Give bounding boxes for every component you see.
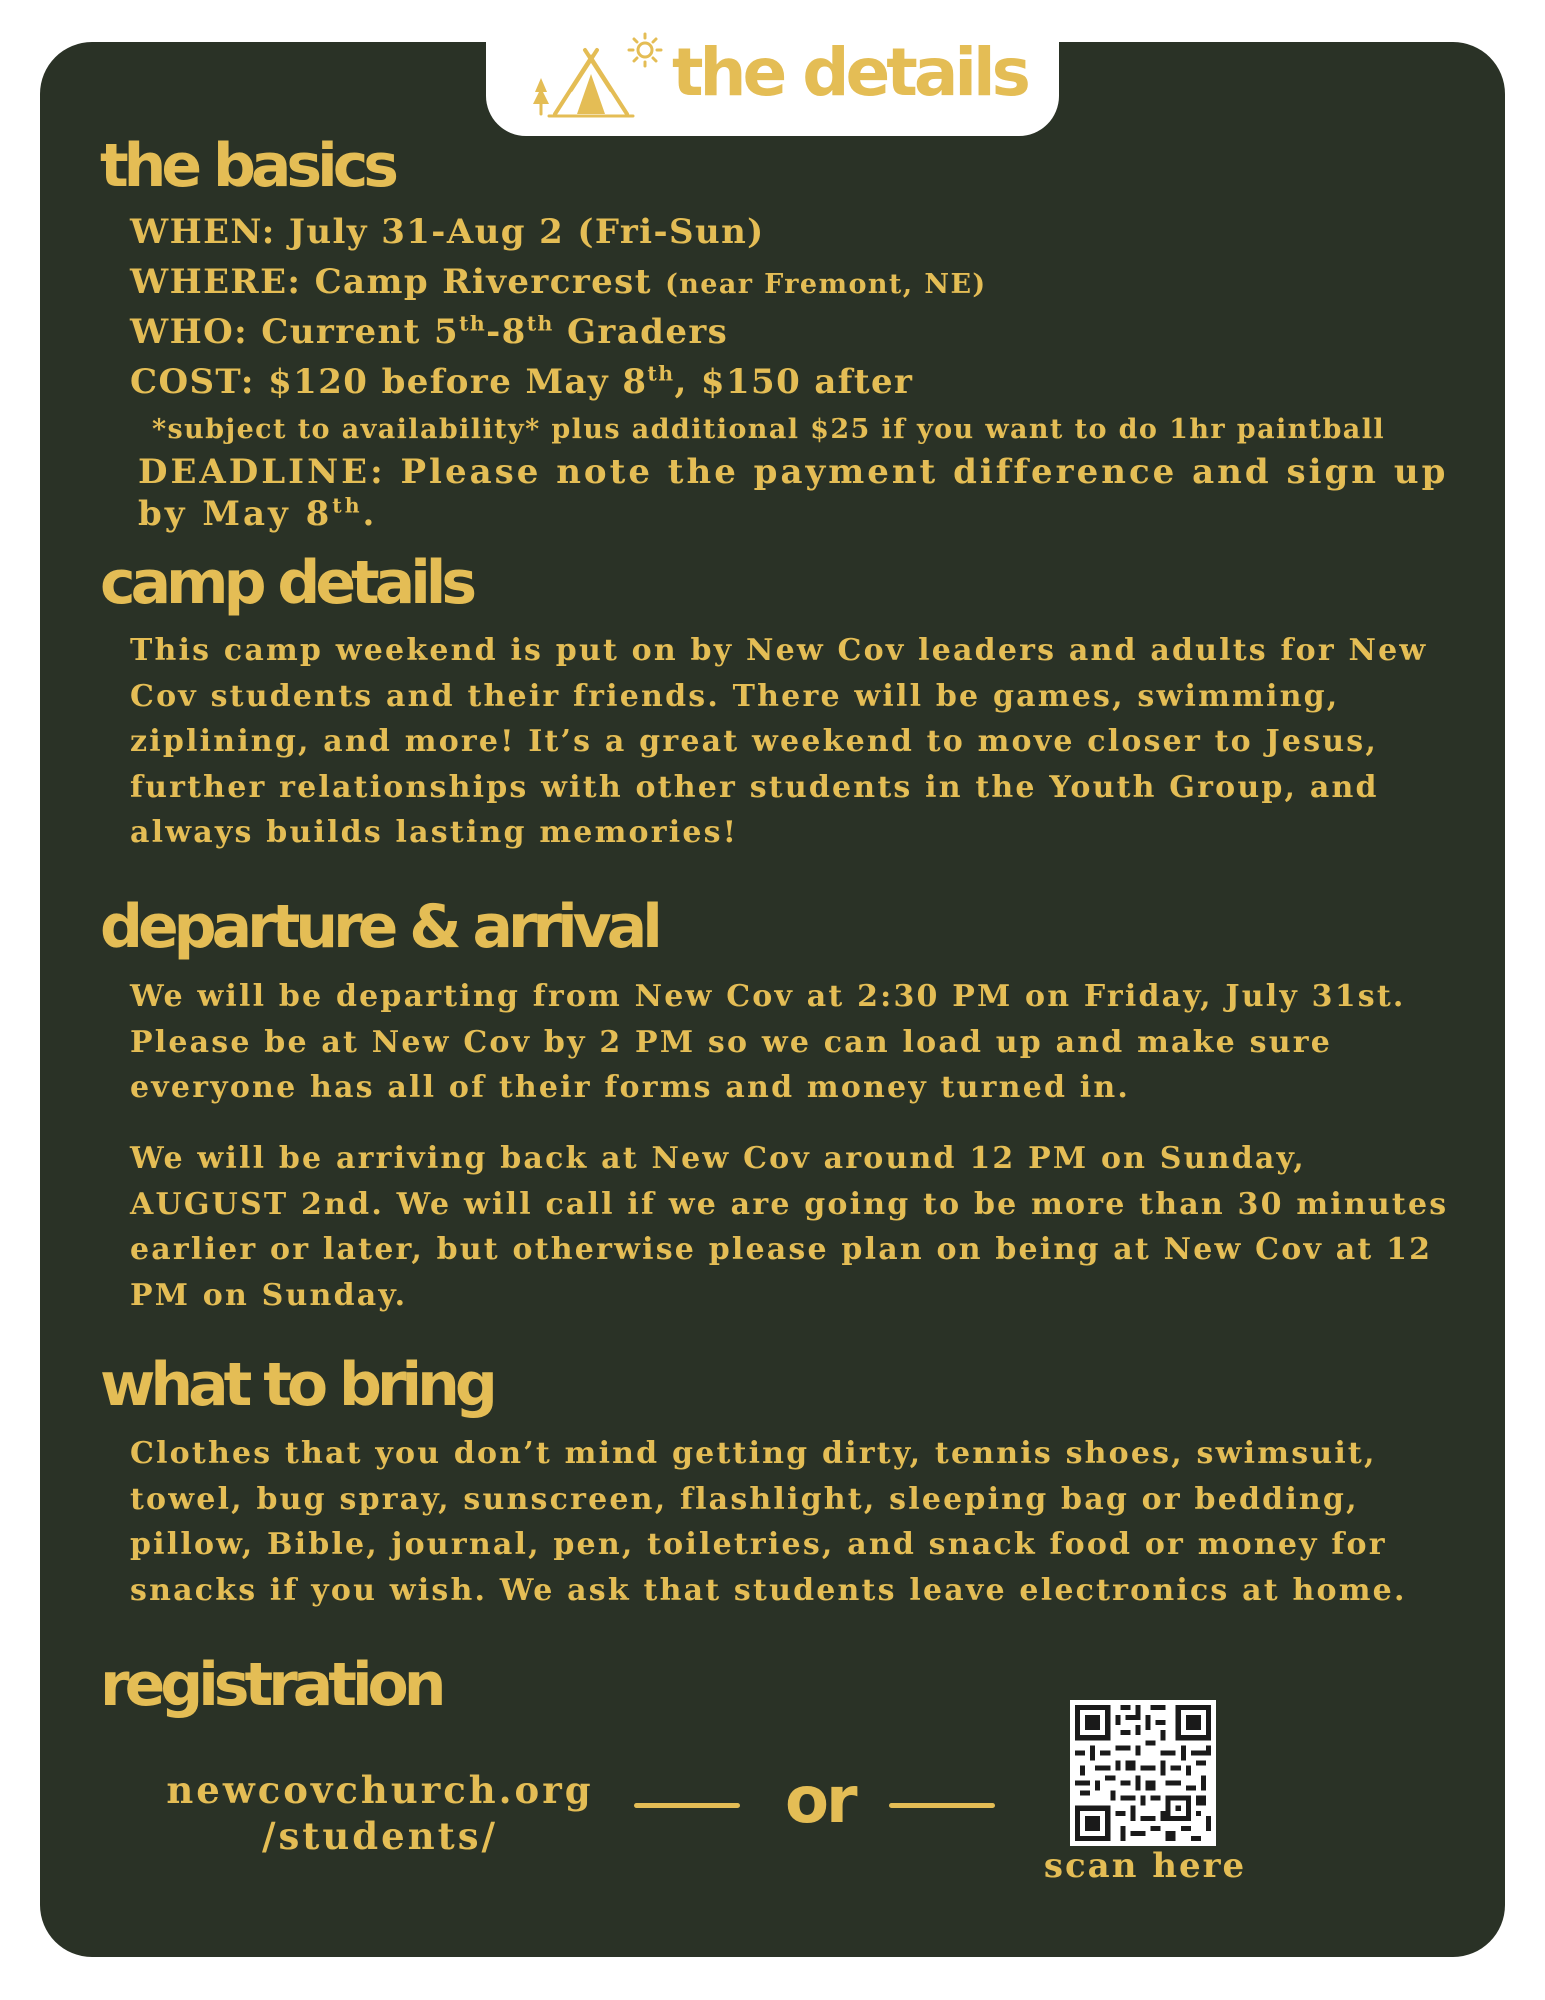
page-title: the details <box>672 34 1027 111</box>
deadline-line-2 <box>138 494 377 534</box>
arrival-text: We will be arriving back at New Cov around 12 PM on Sunday, AUGUST 2nd. We will call if we are going to be more than 30 minutes earlier or later, but otherwise please plan on being at New Cov at 12 PM on Sunday. <box>130 1141 1449 1313</box>
where-text: WHERE: Camp Rivercrest <box>130 262 652 302</box>
cost-line <box>130 362 913 402</box>
qr-code-icon[interactable] <box>1070 1700 1216 1846</box>
when-line: WHEN: July 31-Aug 2 (Fri-Sun) <box>130 212 765 252</box>
heading-departure-arrival: departure & arrival <box>100 892 658 962</box>
camp-details-text: This camp weekend is put on by New Cov leaders and adults for New Cov students and their friends. There will be games, swimming, ziplining, and more! It’s a great weekend to move closer to Jesus, further relationships with other students in the Youth Group, and always builds lasting memories! <box>130 633 1428 850</box>
who-sup2: th <box>526 311 554 336</box>
deadline-sup: th <box>332 493 363 518</box>
where-note: (near Fremont, NE) <box>665 269 987 300</box>
deadline-suffix: . <box>362 494 378 534</box>
divider-right <box>889 1803 995 1808</box>
registration-url-line-2[interactable]: /students/ <box>261 1814 499 1858</box>
deadline-prefix: by May 8 <box>138 494 333 534</box>
heading-what-to-bring: what to bring <box>100 1350 493 1420</box>
cost-suffix: , $150 after <box>674 362 914 402</box>
who-mid: -8 <box>486 312 527 352</box>
or-text: or <box>785 1764 855 1838</box>
heading-camp-details: camp details <box>100 548 473 618</box>
cost-prefix: COST: $120 before May 8 <box>130 362 648 402</box>
departure-text: We will be departing from New Cov at 2:30 PM on Friday, July 31st. Please be at New Cov by 2 PM so we can load up and make sure everyone has all of their forms and money turned in. <box>130 979 1406 1105</box>
who-line <box>130 312 728 352</box>
registration-url[interactable] <box>160 1767 600 1859</box>
registration-url-line-1[interactable]: newcovchurch.org <box>166 1768 594 1812</box>
scan-here-label: scan here <box>1043 1846 1247 1886</box>
what-to-bring-text: Clothes that you don’t mind getting dirty, tennis shoes, swimsuit, towel, bug spray, sunscreen, flashlight, sleeping bag or bedding, pillow, Bible, journal, pen, toiletries, and snack food or money for snacks if you wish. We ask that students leave electronics at home. <box>130 1436 1407 1608</box>
who-sup1: th <box>459 311 487 336</box>
who-prefix: WHO: Current 5 <box>130 312 460 352</box>
tent-sun-tree-icon <box>533 30 665 120</box>
heading-basics: the basics <box>100 131 394 201</box>
divider-left <box>634 1803 740 1808</box>
where-line <box>130 262 987 302</box>
who-suffix: Graders <box>553 312 729 352</box>
heading-registration: registration <box>100 1650 442 1720</box>
cost-note: *subject to availability* plus additional $25 if you want to do 1hr paintball <box>152 414 1386 445</box>
cost-sup: th <box>647 361 675 386</box>
deadline-line-1: DEADLINE: Please note the payment difference and sign up <box>138 452 1449 492</box>
